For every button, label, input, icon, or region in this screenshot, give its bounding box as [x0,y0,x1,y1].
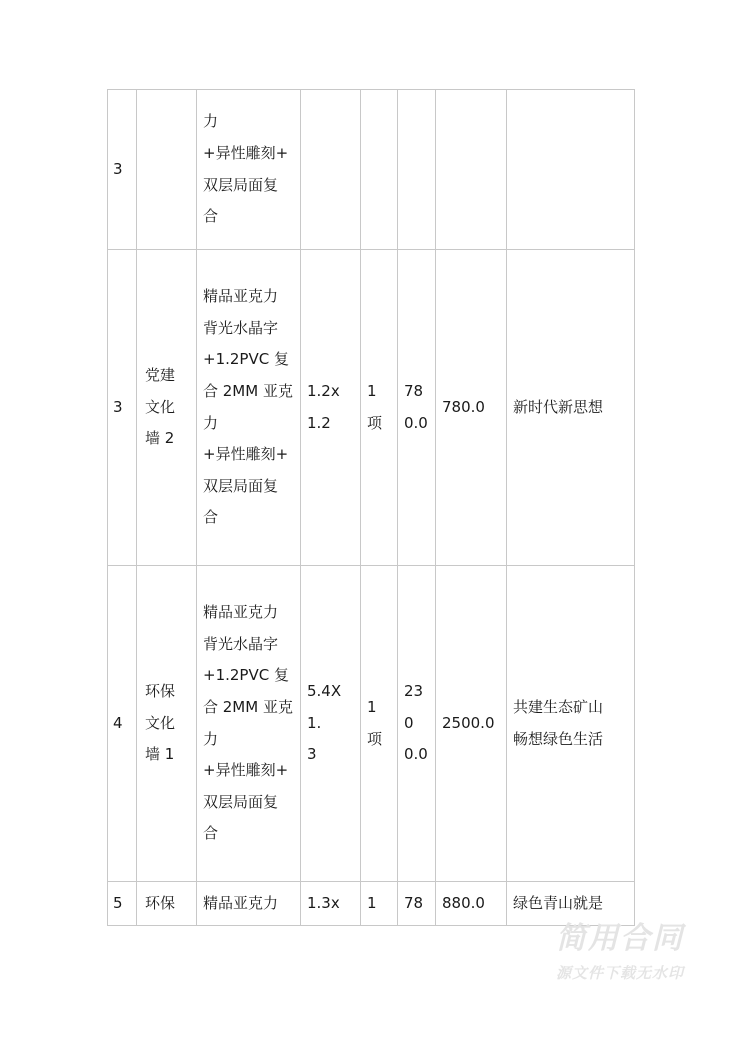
cell-total: 880.0 [436,882,507,926]
cell-qty: 1 [361,882,398,926]
cell-name: 环保 [137,882,197,926]
cell-size: 1.2x 1.2 [301,250,361,566]
cell-unit-price: 78 0.0 [398,250,436,566]
cell-size [301,90,361,250]
cell-no: 3 [108,90,137,250]
table-row [108,250,635,566]
watermark [556,920,684,984]
cell-content: 新时代新思想 [507,250,635,566]
watermark-title: 简用合同 [556,921,684,956]
cell-unit-price: 78 [398,882,436,926]
table-row [108,882,635,926]
cell-size: 5.4X1. 3 [301,566,361,882]
cell-total: 2500.0 [436,566,507,882]
cell-material: 精品亚克力 背光水晶字 +1.2PVC 复 合 2MM 亚克 力 +异性雕刻+ 双层局面复 合 [197,566,301,882]
cell-content: 绿色青山就是 [507,882,635,926]
cell-no: 3 [108,250,137,566]
cell-name: 环保 文化 墙 1 [137,566,197,882]
cell-material: 精品亚克力 背光水晶字 +1.2PVC 复 合 2MM 亚克 力 +异性雕刻+ 双层局面复 合 [197,250,301,566]
cell-material: 精品亚克力 [197,882,301,926]
table-row [108,566,635,882]
cell-qty [361,90,398,250]
cell-unit-price: 230 0.0 [398,566,436,882]
cell-name: 党建 文化 墙 2 [137,250,197,566]
cell-content: 共建生态矿山 畅想绿色生活 [507,566,635,882]
cell-no: 5 [108,882,137,926]
cell-qty: 1 项 [361,250,398,566]
cell-size: 1.3x [301,882,361,926]
cell-name [137,90,197,250]
cell-total [436,90,507,250]
cell-material: 力 +异性雕刻+ 双层局面复 合 [197,90,301,250]
cell-total: 780.0 [436,250,507,566]
quote-table [107,89,635,926]
table-row [108,90,635,250]
watermark-subtitle: 源文件下载无水印 [555,964,684,982]
cell-qty: 1 项 [361,566,398,882]
cell-content [507,90,635,250]
cell-unit-price [398,90,436,250]
cell-no: 4 [108,566,137,882]
